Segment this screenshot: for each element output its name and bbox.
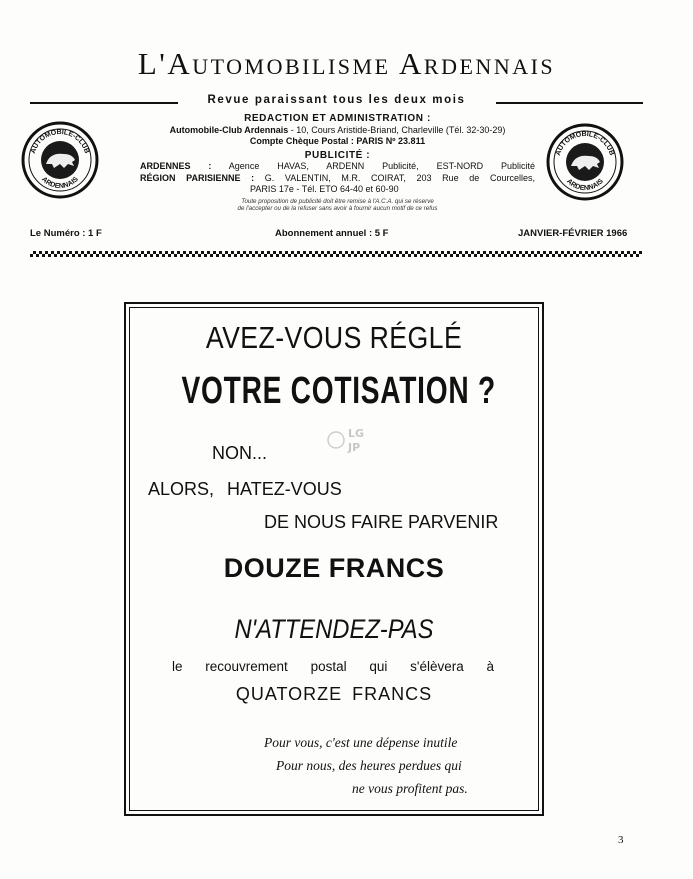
address-line	[140, 125, 535, 137]
address-name: Automobile-Club Ardennais	[169, 124, 289, 135]
masthead-title: L'Automobilisme Ardennais	[137, 46, 556, 81]
ad-line-non: NON...	[212, 443, 268, 463]
watermark-stamp	[326, 424, 370, 456]
club-emblem-left	[20, 120, 100, 200]
paris-line	[140, 173, 535, 185]
fine-print-2: de l'accepter ou de la refuser sans avoir à fournir aucun motif de ce refus	[237, 205, 438, 212]
ad-quote-2: Pour nous, des heures perdues qui	[276, 758, 462, 773]
fine-print-1: Toute proposition de publicité doit être remise à l'A.C.A. qui se réserve	[241, 197, 434, 205]
address-rest: - 10, Cours Aristide-Briand, Charleville (Tél. 32-30-29)	[288, 124, 506, 135]
ad-line-recouvrement: le recouvrement postal qui s'élèvera à	[172, 659, 494, 674]
ad-line-quatorze-francs: QUATORZE FRANCS	[235, 684, 433, 704]
postal-line	[140, 136, 535, 148]
ardennes-label: ARDENNES :	[140, 161, 212, 171]
postal-label: Compte Chèque Postal :	[249, 136, 354, 146]
ad-line-nattendez: N'ATTENDEZ-PAS	[234, 614, 434, 644]
emblem-right-text-top: AUTOMOBILE-CLUB	[554, 130, 616, 157]
ad-line-douze-francs: DOUZE FRANCS	[223, 553, 445, 583]
ad-quote-1: Pour vous, c'est une dépense inutile	[264, 735, 458, 750]
ad-line-parvenir: DE NOUS FAIRE PARVENIR	[264, 512, 499, 532]
paris-label: RÉGION PARISIENNE :	[140, 172, 255, 183]
ad-line-cotisation: VOTRE COTISATION ?	[181, 370, 496, 412]
tagline: Revue paraissant tous les deux mois	[207, 94, 466, 106]
publication-info	[140, 113, 535, 213]
ad-line-question: AVEZ-VOUS RÉGLÉ	[205, 320, 463, 355]
paris-line-2: PARIS 17e - Tél. ETO 64-40 et 60-90	[250, 184, 399, 194]
ad-line-alors: ALORS, HATEZ-VOUS	[148, 479, 342, 499]
ardennes-line	[140, 161, 535, 173]
postal-value: PARIS Nº 23.811	[353, 136, 426, 146]
abonnement-price: Abonnement annuel : 5 F	[275, 228, 389, 239]
emblem-left-text-top: AUTOMOBILE-CLUB	[29, 128, 91, 155]
numero-price: Le Numéro : 1 F	[30, 228, 102, 239]
tagline-row	[30, 94, 643, 110]
stamp-text-top: LG	[348, 427, 365, 440]
ad-quote-3: ne vous profitent pas.	[352, 781, 468, 796]
emblem-left-text-bottom: ARDENNAIS	[40, 175, 80, 191]
page-number: 3	[618, 834, 624, 846]
club-emblem-right	[545, 122, 625, 202]
publicite-title: PUBLICITÉ :	[304, 149, 371, 161]
stamp-text-bottom: JP	[348, 441, 361, 454]
redaction-title: REDACTION ET ADMINISTRATION :	[244, 113, 431, 124]
paris-text: G. VALENTIN, M.R. COIRAT, 203 Rue de Courcelles,	[254, 172, 535, 183]
emblem-right-text-bottom: ARDENNAIS	[565, 177, 605, 193]
issue-date: JANVIER-FÉVRIER 1966	[518, 228, 628, 239]
ardennes-text: Agence HAVAS, ARDENN Publicité, EST-NORD Publicité	[211, 161, 535, 171]
checkered-divider	[30, 251, 642, 257]
